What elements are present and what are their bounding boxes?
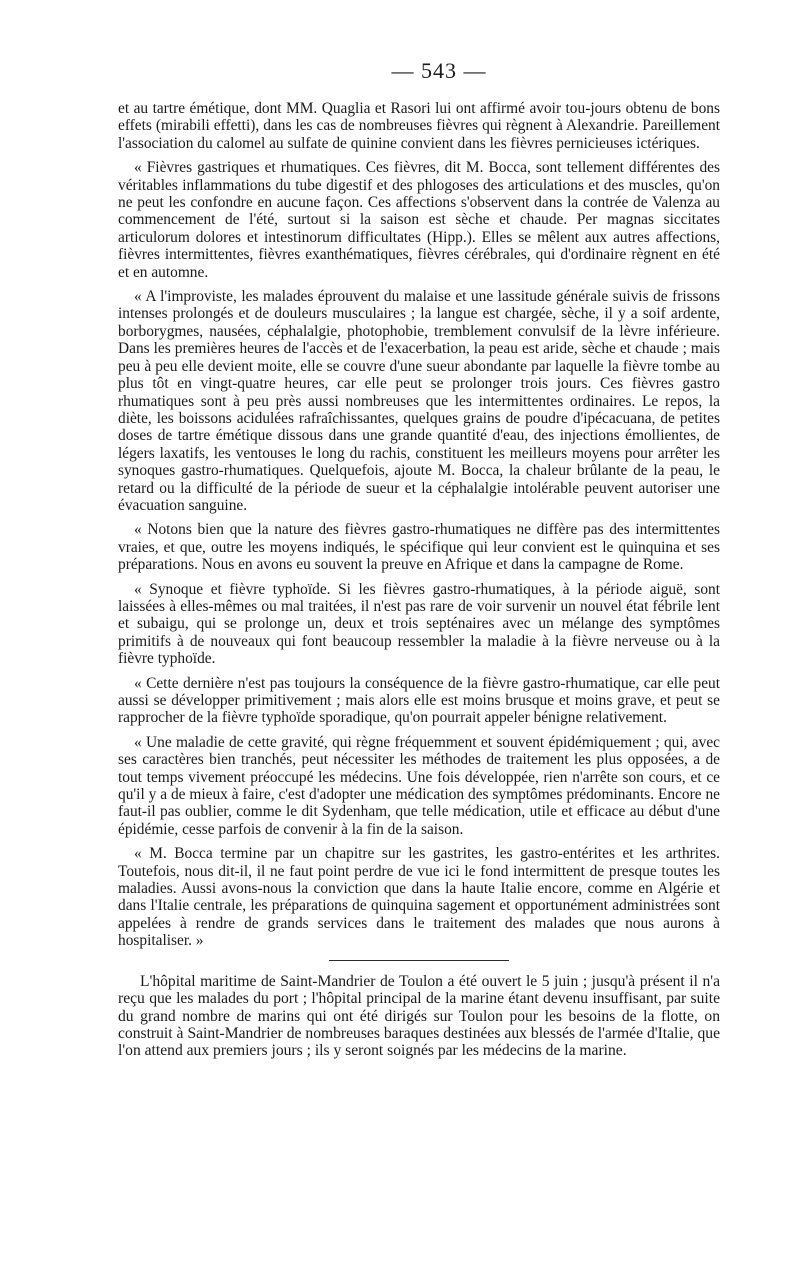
paragraph-6: « Cette dernière n'est pas toujours la conséquence de la fièvre gastro-rhumatique, car elle peut aussi se développer primitivement ; mais alors elle est moins brusque et moins grave, et peut se rapprocher de la fièvre typhoïde sporadique, qu'on pourrait appeler bénigne relativement. — [118, 674, 720, 727]
paragraph-5: « Synoque et fièvre typhoïde. Si les fièvres gastro-rhumatiques, à la période aiguë, sont laissées à elles-mêmes ou mal traitées, il n'est pas rare de voir survenir un nouvel état fébrile lent et subaigu, qui se prolonge un, deux et trois septénaires avec un mélange des symptômes primitifs à de nouveaux qui font beaucoup ressembler la maladie à la fièvre nerveuse ou à la fièvre typhoïde. — [118, 580, 720, 668]
section-divider — [329, 960, 509, 961]
news-paragraph: L'hôpital maritime de Saint-Mandrier de Toulon a été ouvert le 5 juin ; jusqu'à présent il n'a reçu que les malades du port ; l'hôpital principal de la marine étant devenu insuffisant, par suite du grand nombre de marins qui ont été dirigés sur Toulon pour les besoins de la flotte, on construit à Saint-Mandrier de nombreuses baraques destinées aux blessés de l'armée d'Italie, que l'on attend aux premiers jours ; ils y seront soignés par les médecins de la marine. — [118, 972, 720, 1060]
paragraph-1: et au tartre émétique, dont MM. Quaglia et Rasori lui ont affirmé avoir tou-jours obtenu de bons effets (mirabili effetti), dans les cas de nombreuses fièvres qui règnent à Alexandrie. Pareillement l'association du calomel au sulfate de quinine convient dans les fièvres pernicieuses ictériques. — [118, 100, 720, 152]
paragraph-8: « M. Bocca termine par un chapitre sur les gastrites, les gastro-entérites et les arthrites. Toutefois, nous dit-il, il ne faut point perdre de vue ici le fond intermittent de presque toutes les maladies. Aussi avons-nous la conviction que dans la haute Italie encore, comme en Algérie et dans l'Italie centrale, les préparations de quinquina sagement et opportunément administrées sont appelées à rendre de grands services dans le traitement des malades que nous aurons à hospitaliser. » — [118, 845, 720, 950]
paragraph-7: « Une maladie de cette gravité, qui règne fréquemment et souvent épidémiquement ; qui, avec ses caractères bien tranchés, peut nécessiter les méthodes de traitement les plus opposées, a de tout temps vivement préoccupé les médecins. Une fois développée, rien n'arrête son cours, et ce qu'il y a de mieux à faire, c'est d'adopter une médication des symptômes prédominants. Encore ne faut-il pas oublier, comme le dit Sydenham, que telle médication, utile et efficace au début d'une épidémie, cesse parfois de convenir à la fin de la saison. — [118, 733, 720, 838]
paragraph-2: « Fièvres gastriques et rhumatiques. Ces fièvres, dit M. Bocca, sont tellement différentes des véritables inflammations du tube digestif et des phlogoses des articulations et des muscles, qu'on ne peut les confondre en aucune façon. Ces affections s'observent dans la contrée de Valenza au commencement de l'été, surtout si la saison est sèche et chaude. Per magnas siccitates articulorum dolores et intestinorum difficultates (Hipp.). Elles se mêlent aux autres affections, fièvres intermittentes, fièvres exanthématiques, fièvres cérébrales, qui d'ordinaire règnent en été et en automne. — [118, 159, 720, 281]
paragraph-4: « Notons bien que la nature des fièvres gastro-rhumatiques ne diffère pas des intermittentes vraies, et que, outre les moyens indiqués, le spécifique qui leur convient est le quinquina et ses préparations. Nous en avons eu souvent la preuve en Afrique et dans la campagne de Rome. — [118, 521, 720, 574]
page-number: — 543 — — [391, 58, 487, 83]
paragraph-3: « A l'improviste, les malades éprouvent du malaise et une lassitude générale suivis de frissons intenses prolongés et de douleurs musculaires ; la langue est chargée, sèche, il y a soif ardente, borborygmes, nausées, céphalalgie, photophobie, tremblement convulsif de la lèvre inférieure. Dans les premières heures de l'accès et de l'exacerbation, la peau est aride, sèche et chaude ; mais peu à peu elle devient moite, elle se couvre d'une sueur abondante par laquelle la fièvre tombe au plus tôt en vingt-quatre heures, car elle peut se prolonger trois jours. Ces fièvres gastro rhumatiques sont à peu près aussi nombreuses que les intermittentes ordinaires. Le repos, la diète, les boissons acidulées rafraîchissantes, quelques grains de poudre d'ipécacuana, de petites doses de tartre émétique dissous dans une grande quantité d'eau, des injections émollientes, de légers laxatifs, les ventouses le long du rachis, constituent les meilleurs moyens pour arrêter les synoques gastro-rhumatiques. Quelquefois, ajoute M. Bocca, la chaleur brûlante de la peau, le retard ou la difficulté de la période de sueur et la céphalalgie intolérable peuvent autoriser une évacuation sanguine. — [118, 288, 720, 514]
